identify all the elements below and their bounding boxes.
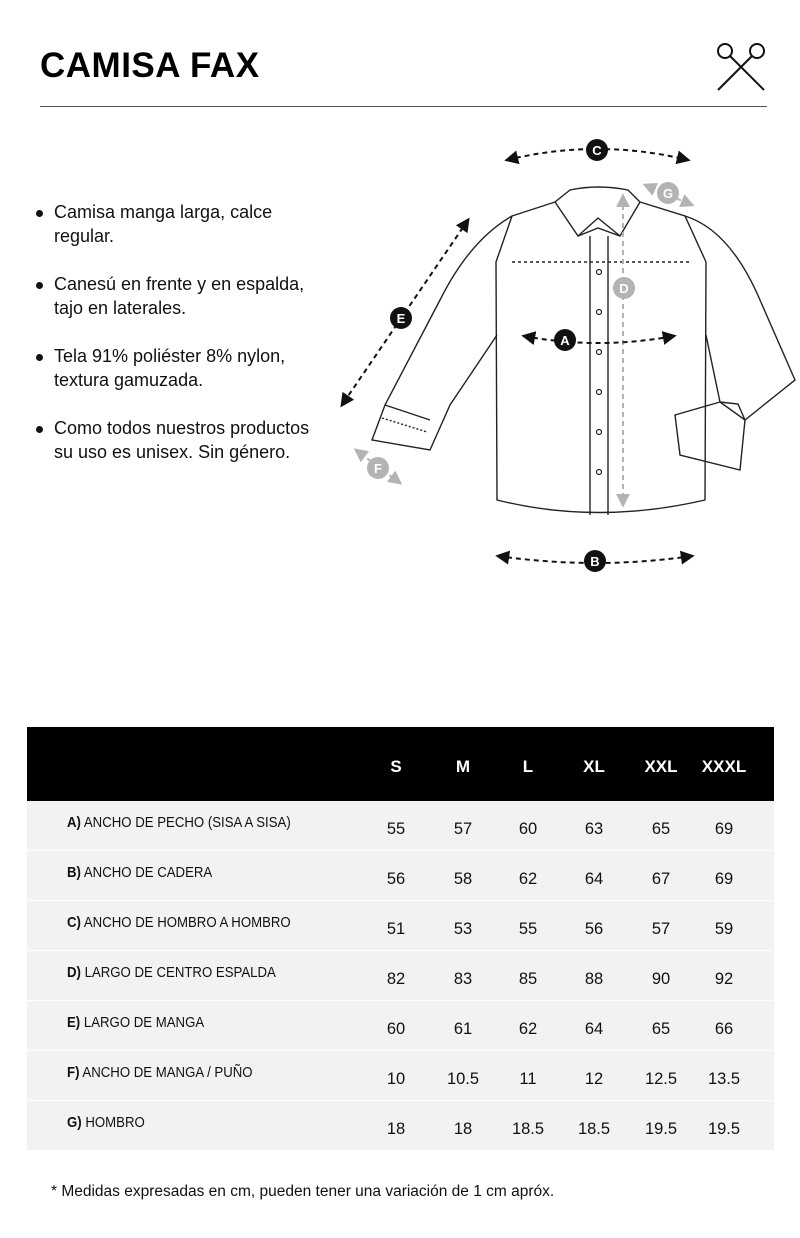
table-cell: 58 — [453, 870, 473, 888]
table-cell: 19.5 — [707, 1120, 741, 1138]
table-cell: 67 — [651, 870, 671, 888]
table-cell: 59 — [714, 920, 734, 938]
table-cell: 69 — [714, 820, 734, 838]
marker-e-label: E — [396, 311, 406, 326]
table-cell: 13.5 — [707, 1070, 741, 1088]
measure-line-a — [524, 336, 674, 343]
size-header: L — [522, 757, 534, 776]
table-row — [27, 1051, 774, 1101]
table-cell: 65 — [651, 1020, 671, 1038]
table-row — [27, 951, 774, 1001]
table-cell: 19.5 — [644, 1120, 678, 1138]
table-cell: 18 — [386, 1120, 406, 1138]
table-cell: 83 — [453, 970, 473, 988]
table-cell: 57 — [453, 820, 473, 838]
table-cell: 56 — [386, 870, 406, 888]
row-label: F) ANCHO DE MANGA / PUÑO — [67, 1064, 253, 1081]
table-cell: 55 — [386, 820, 406, 838]
table-cell: 18.5 — [511, 1120, 545, 1138]
row-label: A) ANCHO DE PECHO (SISA A SISA) — [67, 814, 291, 831]
table-cell: 57 — [651, 920, 671, 938]
size-header: XL — [583, 757, 605, 776]
table-row — [27, 801, 774, 851]
table-cell: 90 — [651, 970, 671, 988]
table-cell: 61 — [453, 1020, 473, 1038]
table-cell: 12 — [584, 1070, 604, 1088]
marker-d-label: D — [619, 281, 629, 296]
size-header: XXL — [644, 757, 678, 776]
table-cell: 85 — [518, 970, 538, 988]
footnote: * Medidas expresadas en cm, pueden tener una variación de 1 cm apróx. — [51, 1183, 555, 1200]
table-row — [27, 1001, 774, 1051]
size-header: S — [390, 757, 402, 776]
table-row — [27, 851, 774, 901]
row-label: G) HOMBRO — [67, 1114, 145, 1131]
row-label: B) ANCHO DE CADERA — [67, 864, 213, 881]
row-label: C) ANCHO DE HOMBRO A HOMBRO — [67, 914, 291, 931]
marker-c-label: C — [592, 143, 602, 158]
feature-item: Tela 91% poliéster 8% nylon, textura gamuzada. — [33, 344, 333, 392]
table-row — [27, 1101, 774, 1151]
row-label: D) LARGO DE CENTRO ESPALDA — [67, 964, 276, 981]
feature-item: Como todos nuestros productos su uso es unisex. Sin género. — [33, 416, 333, 464]
table-cell: 92 — [714, 970, 734, 988]
table-cell: 51 — [386, 920, 406, 938]
table-cell: 64 — [584, 870, 604, 888]
table-cell: 55 — [518, 920, 538, 938]
size-header: XXXL — [701, 757, 747, 776]
table-row — [27, 901, 774, 951]
size-header: M — [455, 757, 471, 776]
table-cell: 60 — [518, 820, 538, 838]
table-cell: 11 — [519, 1070, 537, 1088]
table-cell: 18 — [453, 1120, 473, 1138]
table-cell: 60 — [386, 1020, 406, 1038]
table-cell: 12.5 — [644, 1070, 678, 1088]
scissors-icon — [714, 40, 768, 94]
table-cell: 69 — [714, 870, 734, 888]
shirt-buttons — [597, 270, 602, 475]
marker-b-label: B — [590, 554, 600, 569]
page-title: CAMISA FAX — [40, 46, 260, 85]
feature-item: Camisa manga larga, calce regular. — [33, 200, 333, 248]
table-cell: 53 — [453, 920, 473, 938]
table-cell: 82 — [386, 970, 406, 988]
table-cell: 62 — [518, 1020, 538, 1038]
table-cell: 62 — [518, 870, 538, 888]
feature-item: Canesú en frente y en espalda, tajo en laterales. — [33, 272, 333, 320]
marker-a-label: A — [560, 333, 570, 348]
marker-f-label: F — [374, 461, 382, 476]
size-table — [27, 727, 774, 1151]
shirt-measurement-diagram — [330, 128, 800, 588]
title-divider — [40, 106, 767, 107]
table-cell: 64 — [584, 1020, 604, 1038]
table-cell: 63 — [584, 820, 604, 838]
table-cell: 65 — [651, 820, 671, 838]
shirt-outline — [372, 187, 795, 515]
table-cell: 10 — [386, 1070, 406, 1088]
table-cell: 10.5 — [446, 1070, 480, 1088]
marker-g-label: G — [662, 186, 674, 201]
table-cell: 56 — [584, 920, 604, 938]
table-cell: 18.5 — [577, 1120, 611, 1138]
table-cell: 88 — [584, 970, 604, 988]
size-table-header — [27, 727, 774, 801]
table-cell: 66 — [714, 1020, 734, 1038]
row-label: E) LARGO DE MANGA — [67, 1014, 205, 1031]
feature-list — [33, 200, 333, 488]
